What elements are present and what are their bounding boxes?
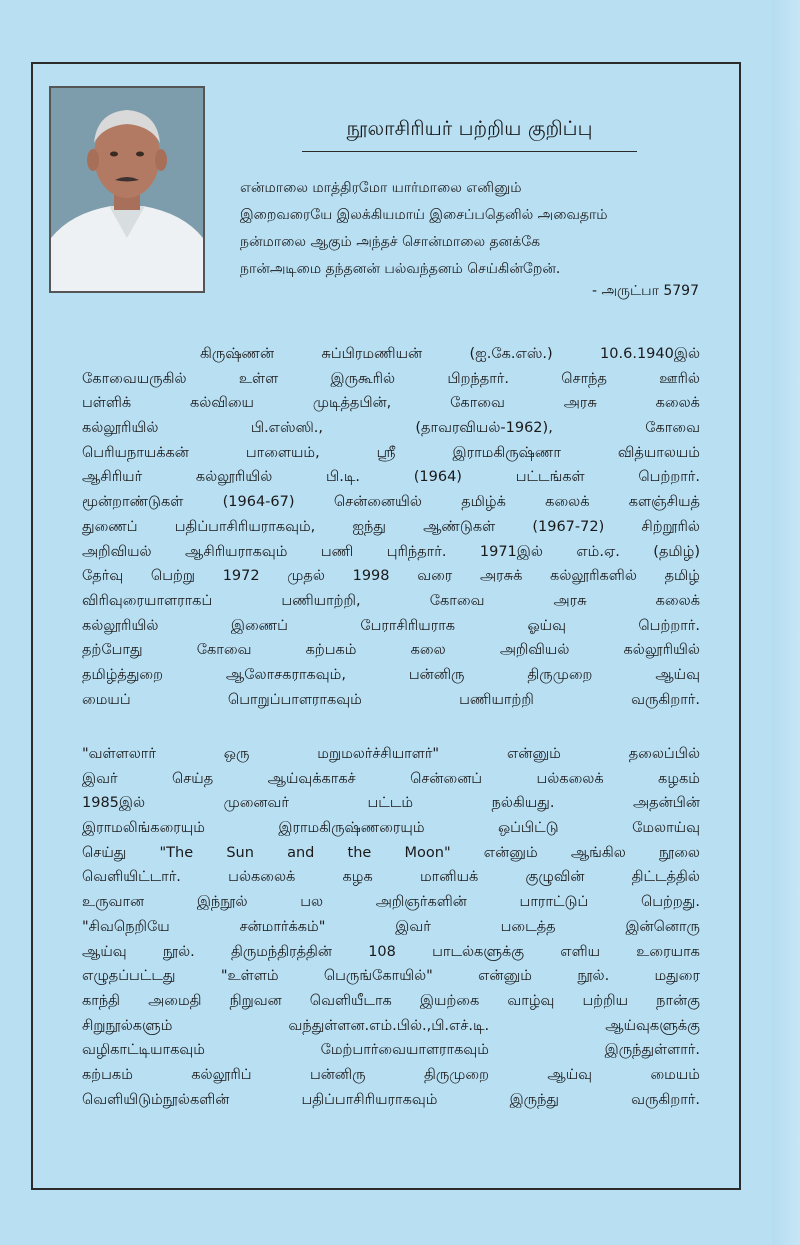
word: வருகிறார். — [631, 1091, 700, 1108]
word: திருமுறை — [527, 666, 593, 683]
word: பன்னிரு — [309, 1066, 366, 1083]
word: வழிகாட்டியாகவும் — [82, 1042, 205, 1059]
word: சிறுநூல்களும் — [82, 1017, 173, 1034]
word: சென்னைப் — [410, 770, 483, 787]
word: உருவான — [82, 894, 145, 911]
word: கழகம் — [658, 770, 700, 787]
word: இருந்துள்ளார். — [604, 1042, 700, 1059]
word: பெரியநாயக்கன் — [82, 444, 189, 461]
word: அறிவியல் — [499, 642, 570, 659]
paragraph-line — [82, 964, 700, 989]
word: பொறுப்பாளராகவும் — [227, 691, 362, 708]
word: பல்கலைக் — [536, 770, 604, 787]
author-photo — [49, 86, 205, 293]
word: பெற்று — [150, 568, 195, 585]
word: இந்நூல் — [196, 894, 248, 911]
word: படைத்த — [500, 918, 556, 935]
word: இன்னொரு — [625, 918, 700, 935]
word: குழுவின் — [525, 869, 585, 886]
word: சுப்பிரமணியன் — [321, 346, 423, 362]
word: பெற்றார். — [638, 469, 700, 486]
word: பிறந்தார். — [447, 370, 509, 387]
word: ஒரு — [223, 746, 250, 762]
word: கற்பகம் — [305, 642, 357, 659]
word: இயற்கை — [419, 992, 480, 1009]
paragraph-line — [82, 416, 700, 441]
bio-paragraph-2 — [82, 742, 700, 1112]
word: பாளையம், — [245, 444, 320, 461]
word: ஆய்வுக்காகச் — [267, 770, 356, 787]
word: 1985இல் — [82, 795, 146, 812]
word: சன்மார்க்கம்" — [239, 918, 326, 935]
word: ஓய்வு — [527, 617, 566, 634]
paragraph-line — [82, 663, 700, 688]
word: ஆலோசகராகவும், — [225, 666, 346, 683]
word: கல்லூரியில் — [623, 642, 700, 659]
word: என்னும் — [478, 968, 532, 985]
word: பதிப்பாசிரியராகவும் — [301, 1091, 438, 1108]
word: 10.6.1940இல் — [600, 346, 700, 362]
word: பணியாற்றி, — [281, 592, 361, 609]
paragraph-line — [82, 515, 700, 540]
verse-line: நன்மாலை ஆகும் அந்தச் சொன்மாலை தனக்கே — [240, 234, 541, 250]
paragraph-line — [82, 1038, 700, 1063]
verse-source: - அருட்பா 5797 — [592, 283, 699, 299]
paragraph-line — [82, 342, 700, 367]
word: பட்டம் — [367, 795, 414, 812]
word: இவர் — [395, 918, 431, 935]
word: புரிந்தார். — [386, 543, 447, 560]
word: கலைக் — [655, 592, 700, 609]
paragraph-line — [82, 367, 700, 392]
word: இராமகிருஷ்ணரையும் — [278, 820, 425, 837]
paragraph-line — [82, 742, 700, 767]
word: பணி — [320, 543, 354, 560]
word: பி.டி. — [326, 469, 361, 486]
word: நூலை — [658, 844, 700, 861]
word: Moon" — [404, 844, 451, 861]
word: "உள்ளம் — [220, 968, 279, 985]
word: இருந்து — [509, 1091, 559, 1108]
word: மையப் — [82, 691, 131, 708]
word: வரை — [417, 568, 453, 585]
verse-block — [240, 175, 700, 283]
word: and — [287, 844, 315, 861]
word: முனைவர் — [223, 795, 289, 812]
word: அரசுக் — [480, 568, 523, 585]
word: திட்டத்தில் — [631, 869, 700, 886]
word: கோவை — [429, 592, 485, 609]
word: (1964-67) — [222, 494, 295, 511]
word: ஆய்வு — [547, 1066, 593, 1083]
word: ஆசிரியராகவும் — [185, 543, 288, 560]
word: காந்தி — [82, 992, 121, 1009]
word: பன்னிரு — [408, 666, 465, 683]
paragraph-line — [82, 1088, 700, 1113]
paragraph-line — [82, 767, 700, 792]
word: தேர்வு — [82, 568, 124, 585]
word: பணியாற்றி — [459, 691, 534, 708]
word: கலை — [410, 642, 446, 659]
word: "சிவநெறியே — [82, 918, 170, 935]
word: உரையாக — [636, 943, 700, 960]
word: நூல். — [577, 968, 610, 985]
word: செய்து — [82, 844, 127, 861]
word: 1972 — [222, 568, 260, 585]
paragraph-line — [82, 564, 700, 589]
word: ஆய்வு — [82, 943, 127, 960]
verse-line: என்மாலை மாத்திரமோ யார்மாலை எனினும் — [240, 180, 522, 196]
word: கோவை — [196, 642, 252, 659]
word: எம்.ஏ. — [576, 543, 620, 560]
word: எழுதப்பட்டது — [82, 968, 176, 985]
paragraph-line — [82, 614, 700, 639]
paragraph-line — [82, 391, 700, 416]
word: the — [347, 844, 372, 861]
paragraph-line — [82, 1014, 700, 1039]
paragraph-line — [82, 816, 700, 841]
word: பல்கலைக் — [228, 869, 296, 886]
word: (ஐ.கே.எஸ்.) — [469, 346, 553, 362]
word: என்னும் — [483, 844, 538, 861]
word: மறுமலர்ச்சியாளர்" — [317, 746, 440, 762]
word: கோவை — [450, 395, 505, 412]
word: துணைப் — [82, 518, 138, 535]
word: ஆசிரியர் — [82, 469, 143, 486]
word: சிற்றூரில் — [641, 518, 700, 535]
verse-line: இறைவரையே இலக்கியமாய் இசைப்பதெனில் அவைதாம் — [240, 207, 608, 223]
word: வெளியீடாக — [309, 992, 392, 1009]
word: மானியக் — [419, 869, 479, 886]
word: எளிய — [560, 943, 601, 960]
paragraph-line — [82, 589, 700, 614]
word: 1971இல் — [479, 543, 543, 560]
word: தற்போது — [82, 642, 143, 659]
word: இவர் — [82, 770, 118, 787]
word: பதிப்பாசிரியராகவும், — [174, 518, 316, 535]
word: கற்பகம் — [82, 1066, 133, 1083]
paragraph-line — [82, 791, 700, 816]
word: வாழ்வு — [507, 992, 555, 1009]
word: 108 — [368, 943, 396, 960]
word: (தாவரவியல்-1962), — [415, 420, 553, 437]
word: ஒப்பிட்டு — [497, 820, 559, 837]
word: நூல். — [162, 943, 195, 960]
word: ஊரில் — [659, 370, 700, 387]
word: வந்துள்ளன.எம்.பில்.,பி.எச்.டி. — [288, 1017, 490, 1034]
word: வெளியிட்டார். — [82, 869, 181, 886]
word: கல்லூரியில் — [82, 617, 159, 634]
word: பற்றிய — [582, 992, 629, 1009]
word: பெருங்கோயில்" — [323, 968, 433, 985]
paragraph-line — [82, 638, 700, 663]
word: தமிழ்த்துறை — [82, 666, 163, 683]
word: திருமுறை — [423, 1066, 489, 1083]
word: ஐந்து — [352, 518, 386, 535]
word: அறிவியல் — [82, 543, 152, 560]
word: (1967-72) — [532, 518, 605, 535]
word: கலைக் — [655, 395, 700, 412]
paragraph-line — [82, 688, 700, 713]
word: விரிவுரையாளராகப் — [82, 592, 213, 609]
word: கழக — [342, 869, 373, 886]
paragraph-line — [82, 989, 700, 1014]
paragraph-line — [82, 540, 700, 565]
paragraph-line — [82, 441, 700, 466]
word: ஆண்டுகள் — [423, 518, 496, 535]
word: கல்லூரிப் — [191, 1066, 252, 1083]
word: திருமந்திரத்தின் — [230, 943, 332, 960]
paragraph-line — [82, 490, 700, 515]
word: கல்லூரிகளில் — [550, 568, 637, 585]
word: பி.எஸ்ஸி., — [250, 420, 323, 437]
word: கல்வியை — [190, 395, 254, 412]
word: 1998 — [352, 568, 390, 585]
word: இராமலிங்கரையும் — [82, 820, 205, 837]
word: தலைப்பில் — [628, 746, 700, 762]
word: அரசு — [553, 592, 587, 609]
word: ஆய்வு — [655, 666, 700, 683]
word: தமிழ் — [664, 568, 700, 585]
paragraph-line — [82, 841, 700, 866]
word: மையம் — [650, 1066, 700, 1083]
word: கிருஷ்ணன் — [200, 346, 275, 362]
word: மேற்பார்வையாளராகவும் — [320, 1042, 489, 1059]
paragraph-line — [82, 915, 700, 940]
word: முதல் — [287, 568, 325, 585]
word: வித்யாலயம் — [617, 444, 700, 461]
word: பள்ளிக் — [82, 395, 132, 412]
word: ஸ்ரீ — [376, 444, 396, 461]
word: அமைதி — [148, 992, 202, 1009]
word: சொந்த — [561, 370, 607, 387]
word: முடித்தபின், — [312, 395, 392, 412]
word: ஆங்கில — [570, 844, 626, 861]
word: பெற்றார். — [638, 617, 700, 634]
paragraph-line — [82, 1063, 700, 1088]
word: அரசு — [563, 395, 597, 412]
word: இணைப் — [230, 617, 288, 634]
paragraph-line — [82, 465, 700, 490]
bio-paragraph-1 — [82, 342, 700, 712]
word: "The — [159, 844, 194, 861]
word: தமிழ்க் — [461, 494, 506, 511]
word: Sun — [226, 844, 254, 861]
verse-line: நான்அடிமை தந்தனன் பல்வந்தனம் செய்கின்றேன். — [240, 261, 561, 277]
word: பாராட்டுப் — [519, 894, 589, 911]
word: "வள்ளலார் — [82, 746, 156, 762]
word: கல்லூரியில் — [195, 469, 273, 486]
word: அதன்பின் — [633, 795, 700, 812]
word: பெற்றது. — [640, 894, 700, 911]
word: மூன்றாண்டுகள் — [82, 494, 184, 511]
word: பேராசிரியராக — [360, 617, 456, 634]
word: செய்த — [171, 770, 214, 787]
word: ஆய்வுகளுக்கு — [605, 1017, 700, 1034]
word: (தமிழ்) — [653, 543, 700, 560]
word: (1964) — [413, 469, 462, 486]
word: மேலாய்வு — [632, 820, 700, 837]
word: சென்னையில் — [333, 494, 422, 511]
word: வருகிறார். — [631, 691, 700, 708]
word: கல்லூரியில் — [82, 420, 159, 437]
word: நான்கு — [656, 992, 700, 1009]
paragraph-line — [82, 890, 700, 915]
word: நிறுவன — [229, 992, 282, 1009]
word: உள்ள — [238, 370, 279, 387]
word: என்னும் — [506, 746, 561, 762]
page-title: நூலாசிரியர் பற்றிய குறிப்பு — [302, 116, 637, 152]
word: பட்டங்கள் — [515, 469, 585, 486]
word: மதுரை — [654, 968, 700, 985]
word: பல — [300, 894, 324, 911]
word: கோவை — [645, 420, 700, 437]
word: களஞ்சியத் — [628, 494, 700, 511]
word: பாடல்களுக்கு — [432, 943, 525, 960]
word: கோவையருகில் — [82, 370, 187, 387]
word: நல்கியது. — [491, 795, 555, 812]
paragraph-line — [82, 940, 700, 965]
word: கலைக் — [545, 494, 590, 511]
paragraph-line — [82, 865, 700, 890]
word: அறிஞர்களின் — [375, 894, 467, 911]
word: வெளியிடும்நூல்களின் — [82, 1091, 230, 1108]
word: இராமகிருஷ்ணா — [452, 444, 561, 461]
word: இருகூரில் — [330, 370, 396, 387]
page-edge — [772, 0, 800, 1245]
